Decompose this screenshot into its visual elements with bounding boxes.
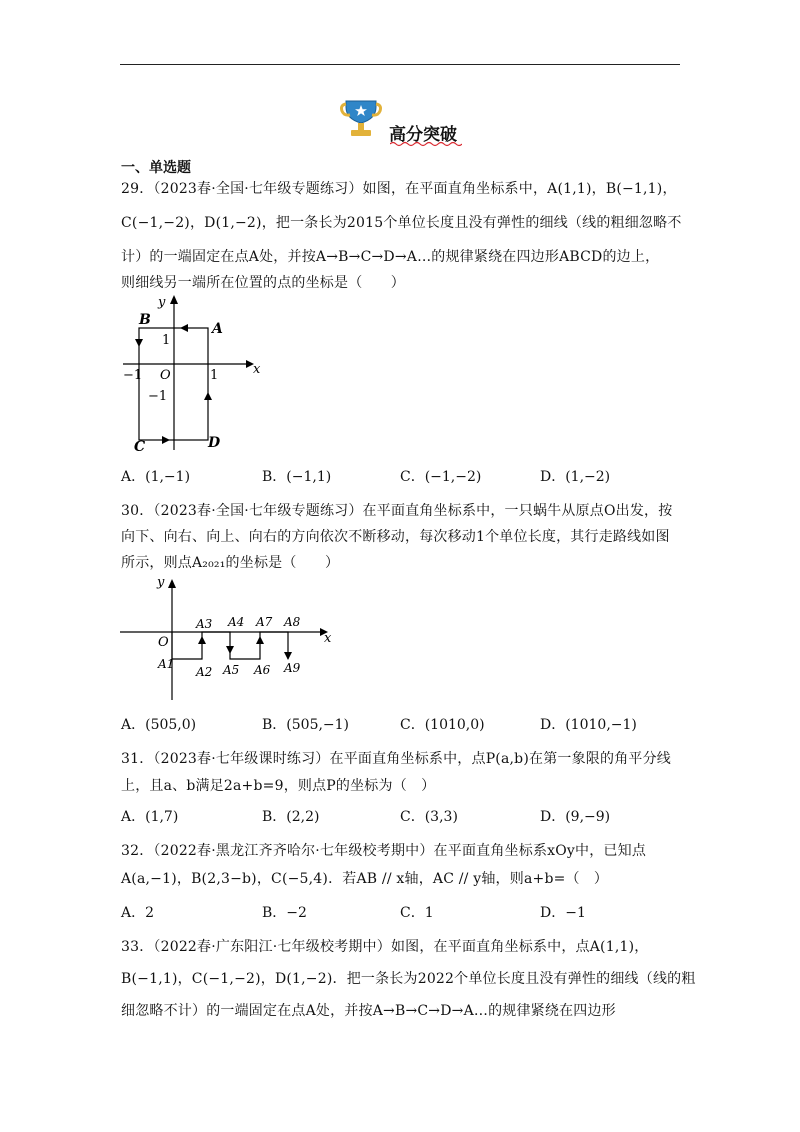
q29-y-arrow (170, 295, 178, 304)
q32-option-d[interactable]: D．−1 (540, 905, 586, 921)
q30-label-y: y (157, 575, 165, 590)
q30-snail-path (172, 632, 288, 659)
q31-option-d[interactable]: D．(9,−9) (540, 809, 611, 825)
page-title: 高分突破 (389, 125, 457, 145)
q29-label-b: B (139, 312, 151, 328)
q30-label-a2: A2 (196, 665, 213, 679)
q30-option-c[interactable]: C．(1010,0) (400, 717, 485, 733)
q32-line-1: 32．（2022春·黑龙江齐齐哈尔·七年级校考期中）在平面直角坐标系xOy中，已知点 (121, 843, 647, 859)
q29-label-y: y (158, 295, 166, 310)
q29-label-c: C (134, 439, 146, 452)
q29-line-3: 计）的一端固定在点A处，并按A→B→C→D→A…的规律紧绕在四边形ABCD的边上， (121, 249, 660, 265)
section-title: 一、单选题 (121, 160, 191, 176)
q30-arrow-up-1 (198, 636, 206, 644)
q31-option-c[interactable]: C．(3,3) (400, 809, 458, 825)
q32-option-a[interactable]: A．2 (121, 905, 155, 921)
q32-line-2: A(a,−1)，B(2,3−b)，C(−5,4)．若AB // x轴，AC // y轴，则a+b=（ ） (121, 871, 609, 887)
q29-line-1: 29．（2023春·全国·七年级专题练习）如图，在平面直角坐标系中，A(1,1)，B(−1,1)， (121, 181, 677, 197)
q29-option-c[interactable]: C．(−1,−2) (400, 469, 482, 485)
header-rule (120, 64, 680, 65)
q30-label-a7: A7 (256, 615, 273, 629)
q30-option-d[interactable]: D．(1010,−1) (540, 717, 637, 733)
q29-label-d: D (208, 435, 221, 451)
q29-figure (118, 292, 268, 452)
q30-arrow-down-2 (284, 652, 292, 660)
q30-arrow-down-1 (226, 646, 234, 654)
q30-line-3: 所示，则点A₂₀₂₁的坐标是（ ） (121, 555, 340, 571)
q29-option-d[interactable]: D．(1,−2) (540, 469, 611, 485)
q29-arrow-c-to-d (162, 436, 170, 444)
title-underline-squiggle (390, 141, 462, 147)
q29-option-a[interactable]: A．(1,−1) (121, 469, 191, 485)
q30-figure (118, 572, 338, 702)
q29-arrow-b-to-c (135, 339, 143, 347)
q30-option-a[interactable]: A．(505,0) (121, 717, 197, 733)
q30-label-a4: A4 (228, 615, 245, 629)
q31-line-2: 上，且a、b满足2a+b=9，则点P的坐标为（ ） (121, 778, 436, 794)
q33-line-1: 33．（2022春·广东阳江·七年级校考期中）如图，在平面直角坐标系中，点A(1,1)， (121, 939, 649, 955)
q29-arrow-d-to-a (204, 392, 212, 400)
q29-label-neg-one-y: −1 (148, 389, 168, 404)
q30-label-a8: A8 (284, 615, 301, 629)
q30-label-x: x (324, 631, 332, 646)
q33-line-2: B(−1,1)，C(−1,−2)，D(1,−2)．把一条长为2022个单位长度且没有弹性的细线（线的粗 (121, 971, 696, 987)
q29-label-x: x (253, 362, 261, 377)
q29-arrow-a-to-b (180, 324, 188, 332)
q29-label-neg-one-x: −1 (123, 368, 143, 383)
q29-label-one-x: 1 (210, 368, 219, 383)
q30-line-1: 30．（2023春·全国·七年级专题练习）在平面直角坐标系中，一只蜗牛从原点O出发，按 (121, 503, 673, 519)
q30-arrow-up-2 (256, 636, 264, 644)
q30-label-a1: A1 (158, 657, 175, 671)
q31-option-b[interactable]: B．(2,2) (262, 809, 320, 825)
q30-label-a3: A3 (196, 617, 213, 631)
q29-line-2: C(−1,−2)，D(1,−2)，把一条长为2015个单位长度且没有弹性的细线（线的粗细忽略不 (121, 215, 682, 231)
q30-label-a9: A9 (284, 661, 301, 675)
q30-label-a6: A6 (254, 663, 271, 677)
q32-option-c[interactable]: C．1 (400, 905, 434, 921)
q29-label-origin: O (160, 368, 171, 383)
trophy-icon (340, 97, 382, 141)
q29-label-a: A (212, 321, 223, 337)
q33-line-3: 细忽略不计）的一端固定在点A处，并按A→B→C→D→A…的规律紧绕在四边形 (121, 1003, 616, 1019)
q30-option-b[interactable]: B．(505,−1) (262, 717, 350, 733)
q29-option-b[interactable]: B．(−1,1) (262, 469, 332, 485)
q31-line-1: 31．（2023春·七年级课时练习）在平面直角坐标系中，点P(a,b)在第一象限的角平分线 (121, 751, 671, 767)
q29-label-one-y: 1 (162, 333, 171, 348)
q29-line-4: 则细线另一端所在位置的点的坐标是（ ） (121, 275, 405, 291)
q32-option-b[interactable]: B．−2 (262, 905, 307, 921)
q30-line-2: 向下、向右、向上、向右的方向依次不断移动，每次移动1个单位长度，其行走路线如图 (121, 529, 670, 545)
q30-label-a5: A5 (223, 663, 240, 677)
q30-y-arrow (168, 579, 176, 588)
q30-label-origin: O (158, 635, 169, 650)
q31-option-a[interactable]: A．(1,7) (121, 809, 179, 825)
